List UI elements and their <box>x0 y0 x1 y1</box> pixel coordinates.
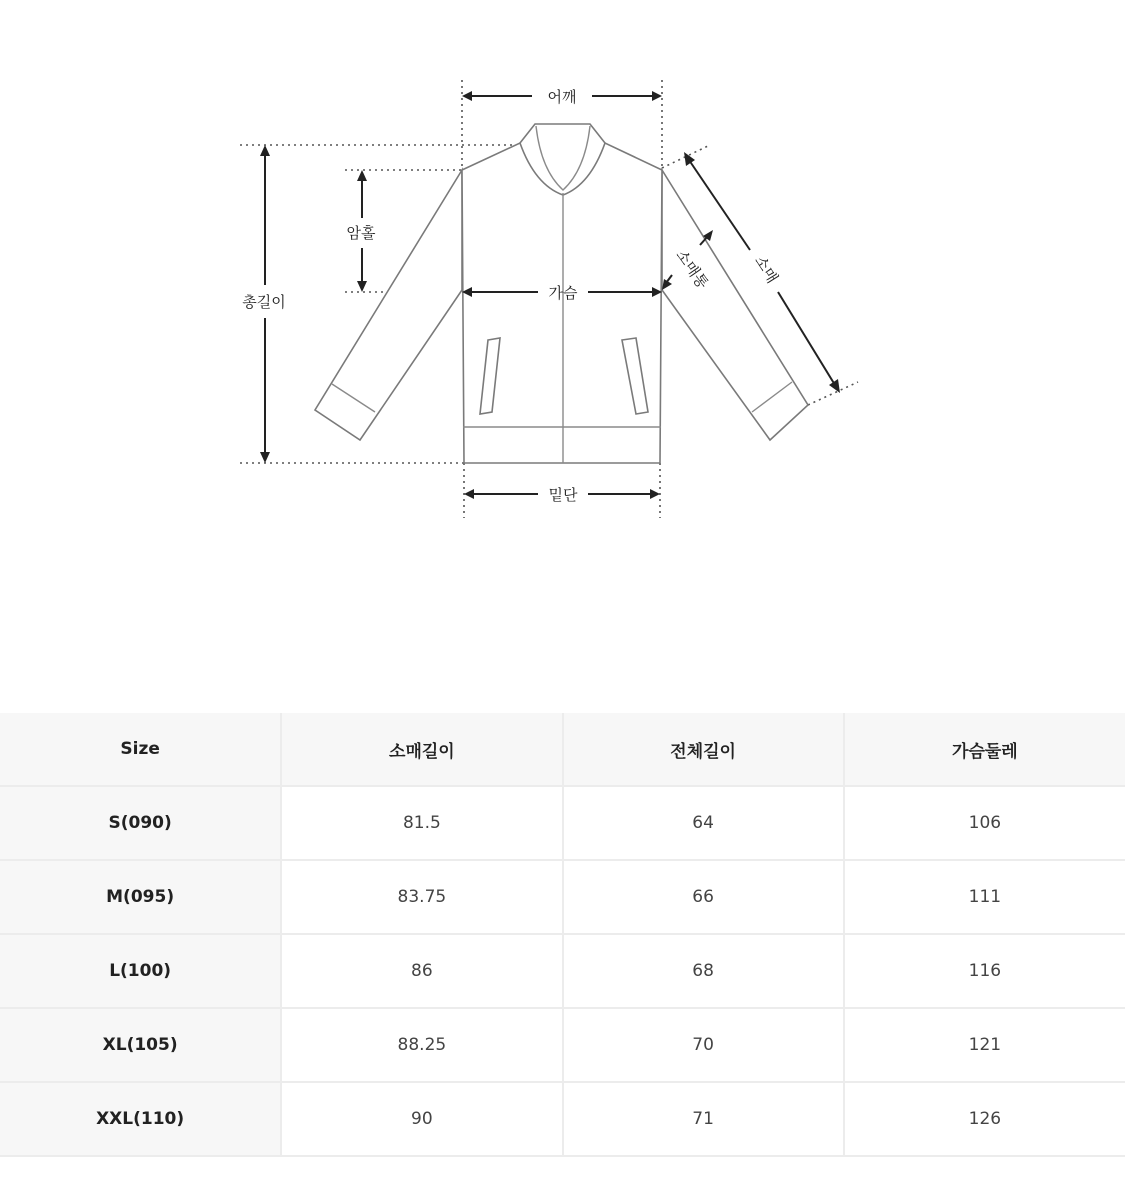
cell-size: S(090) <box>0 786 281 860</box>
table-row <box>0 1082 1125 1156</box>
cell-size: M(095) <box>0 860 281 934</box>
table-row <box>0 786 1125 860</box>
label-shoulder: 어깨 <box>547 88 577 106</box>
cell-total-length: 64 <box>563 786 844 860</box>
header-total-length: 전체길이 <box>563 713 844 786</box>
cell-total-length: 70 <box>563 1008 844 1082</box>
cell-chest: 111 <box>844 860 1125 934</box>
table-row <box>0 1008 1125 1082</box>
cell-total-length: 68 <box>563 934 844 1008</box>
cell-chest: 126 <box>844 1082 1125 1156</box>
size-table <box>0 713 1125 1157</box>
cell-sleeve-length: 86 <box>281 934 562 1008</box>
cell-chest: 121 <box>844 1008 1125 1082</box>
label-hem: 밑단 <box>548 486 578 504</box>
label-sleeve: 소매 <box>750 252 782 287</box>
cell-size: XL(105) <box>0 1008 281 1082</box>
label-chest: 가슴 <box>548 284 578 302</box>
label-armhole: 암홀 <box>346 224 376 242</box>
cell-sleeve-length: 81.5 <box>281 786 562 860</box>
header-size: Size <box>0 713 281 786</box>
label-total-length: 총길이 <box>242 293 286 311</box>
header-chest: 가슴둘레 <box>844 713 1125 786</box>
label-sleeve-width: 소매통 <box>672 246 712 293</box>
table-row <box>0 860 1125 934</box>
cell-sleeve-length: 83.75 <box>281 860 562 934</box>
table-header-row <box>0 713 1125 786</box>
cell-total-length: 66 <box>563 860 844 934</box>
cell-chest: 106 <box>844 786 1125 860</box>
header-sleeve-length: 소매길이 <box>281 713 562 786</box>
cell-total-length: 71 <box>563 1082 844 1156</box>
cell-size: L(100) <box>0 934 281 1008</box>
cell-sleeve-length: 88.25 <box>281 1008 562 1082</box>
cell-sleeve-length: 90 <box>281 1082 562 1156</box>
table-row <box>0 934 1125 1008</box>
cell-chest: 116 <box>844 934 1125 1008</box>
cell-size: XXL(110) <box>0 1082 281 1156</box>
